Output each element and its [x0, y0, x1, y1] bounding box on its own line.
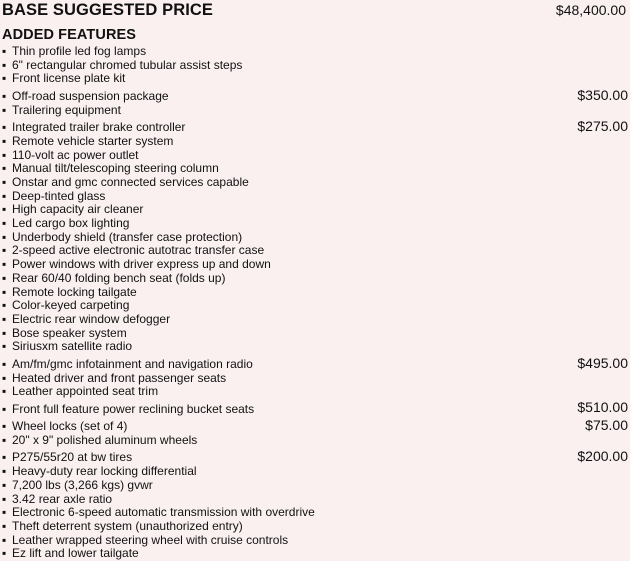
feature-name	[2, 244, 264, 258]
feature-name	[2, 59, 242, 73]
feature-price: $200.00	[577, 448, 628, 465]
feature-name	[2, 313, 170, 327]
bullet-icon: ▪	[2, 505, 7, 520]
feature-name	[2, 534, 288, 548]
feature-item	[2, 372, 630, 386]
feature-label: Off-road suspension package	[12, 88, 169, 103]
feature-name	[2, 135, 173, 149]
bullet-icon: ▪	[2, 174, 7, 189]
feature-item	[2, 272, 630, 286]
feature-item	[2, 244, 630, 258]
feature-label: Heavy-duty rear locking differential	[12, 464, 197, 479]
base-price-label: BASE SUGGESTED PRICE	[2, 0, 214, 19]
bullet-icon: ▪	[2, 102, 7, 117]
feature-label: Color-keyed carpeting	[12, 298, 130, 313]
feature-item	[2, 162, 630, 176]
feature-label: Thin profile led fog lamps	[12, 44, 147, 58]
bullet-icon: ▪	[2, 71, 7, 86]
added-features-list	[2, 45, 630, 561]
bullet-icon: ▪	[2, 88, 7, 103]
feature-label: Remote vehicle starter system	[12, 133, 174, 148]
feature-item	[2, 135, 630, 149]
feature-item	[2, 190, 630, 204]
bullet-icon: ▪	[2, 243, 7, 258]
feature-name	[2, 203, 143, 217]
feature-item	[2, 434, 630, 448]
feature-label: Underbody shield (transfer case protection)	[12, 229, 243, 244]
feature-label: Power windows with driver express up and down	[12, 257, 271, 272]
feature-item	[2, 286, 630, 300]
feature-name	[2, 72, 125, 86]
feature-name	[2, 434, 197, 448]
feature-item	[2, 45, 630, 59]
feature-label: Electronic 6-speed automatic transmission with overdrive	[12, 505, 315, 520]
bullet-icon: ▪	[2, 401, 7, 416]
feature-label: Led cargo box lighting	[12, 216, 130, 231]
feature-item	[2, 59, 630, 73]
bullet-icon: ▪	[2, 477, 7, 492]
feature-item	[2, 231, 630, 245]
bullet-icon: ▪	[2, 161, 7, 176]
feature-price: $510.00	[577, 399, 628, 416]
bullet-icon: ▪	[2, 370, 7, 385]
feature-item	[2, 86, 630, 104]
bullet-icon: ▪	[2, 356, 7, 371]
feature-name	[2, 90, 169, 104]
bullet-icon: ▪	[2, 432, 7, 447]
feature-item	[2, 217, 630, 231]
feature-label: Front full feature power reclining bucket seats	[12, 401, 255, 416]
feature-label: Siriusxm satellite radio	[12, 339, 133, 354]
feature-name	[2, 493, 112, 507]
bullet-icon: ▪	[2, 284, 7, 299]
feature-label: Leather appointed seat trim	[12, 384, 159, 399]
feature-name	[2, 104, 121, 118]
feature-name	[2, 403, 254, 417]
bullet-icon: ▪	[2, 270, 7, 285]
feature-name	[2, 327, 127, 341]
added-features-title: ADDED FEATURES	[2, 27, 137, 43]
feature-item	[2, 493, 630, 507]
feature-label: Manual tilt/telescoping steering column	[12, 161, 219, 176]
feature-name	[2, 506, 315, 520]
feature-item	[2, 327, 630, 341]
feature-item	[2, 479, 630, 493]
feature-label: 3.42 rear axle ratio	[12, 491, 113, 506]
feature-label: 110-volt ac power outlet	[12, 147, 139, 162]
feature-label: Leather wrapped steering wheel with cruise controls	[12, 532, 289, 547]
feature-item	[2, 547, 630, 561]
feature-price: $275.00	[577, 117, 628, 134]
feature-label: 20" x 9" polished aluminum wheels	[12, 432, 198, 447]
feature-price: $75.00	[585, 416, 628, 433]
feature-item	[2, 354, 630, 372]
feature-item	[2, 203, 630, 217]
feature-item	[2, 176, 630, 190]
feature-name	[2, 231, 242, 245]
feature-name	[2, 272, 225, 286]
feature-name	[2, 176, 249, 190]
feature-label: Onstar and gmc connected services capable	[12, 174, 249, 189]
feature-item	[2, 72, 630, 86]
feature-name	[2, 190, 105, 204]
feature-item	[2, 385, 630, 399]
feature-label: Trailering equipment	[12, 102, 121, 117]
feature-item	[2, 117, 630, 135]
bullet-icon: ▪	[2, 216, 7, 231]
feature-name	[2, 45, 146, 59]
feature-label: Deep-tinted glass	[12, 188, 106, 203]
feature-name	[2, 547, 139, 561]
feature-name	[2, 520, 243, 534]
feature-label: Bose speaker system	[12, 325, 127, 340]
bullet-icon: ▪	[2, 384, 7, 399]
feature-item	[2, 258, 630, 272]
feature-price: $495.00	[577, 354, 628, 371]
bullet-icon: ▪	[2, 311, 7, 326]
feature-label: 2-speed active electronic autotrac transfer case	[12, 243, 265, 258]
feature-label: Front license plate kit	[12, 71, 126, 86]
bullet-icon: ▪	[2, 532, 7, 547]
feature-item	[2, 399, 630, 417]
feature-label: Wheel locks (set of 4)	[12, 419, 128, 434]
feature-name	[2, 385, 158, 399]
feature-label: Remote locking tailgate	[12, 284, 137, 299]
bullet-icon: ▪	[2, 188, 7, 203]
feature-label: Heated driver and front passenger seats	[12, 370, 227, 385]
feature-label: Theft deterrent system (unauthorized entry)	[12, 518, 243, 533]
feature-item	[2, 416, 630, 434]
feature-name	[2, 299, 129, 313]
bullet-icon: ▪	[2, 450, 7, 465]
feature-item	[2, 149, 630, 163]
feature-price: $350.00	[577, 86, 628, 103]
feature-label: P275/55r20 at bw tires	[12, 450, 133, 465]
feature-label: High capacity air cleaner	[12, 202, 144, 217]
bullet-icon: ▪	[2, 419, 7, 434]
bullet-icon: ▪	[2, 57, 7, 72]
base-price-value: $48,400.00	[555, 2, 626, 18]
bullet-icon: ▪	[2, 44, 7, 58]
feature-name	[2, 286, 137, 300]
feature-name	[2, 451, 132, 465]
feature-item	[2, 340, 630, 354]
feature-name	[2, 217, 129, 231]
feature-label: 6" rectangular chromed tubular assist steps	[12, 57, 243, 72]
bullet-icon: ▪	[2, 491, 7, 506]
bullet-icon: ▪	[2, 325, 7, 340]
feature-name	[2, 372, 226, 386]
feature-label: Rear 60/40 folding bench seat (folds up)	[12, 270, 226, 285]
feature-item	[2, 313, 630, 327]
feature-item	[2, 299, 630, 313]
feature-item	[2, 520, 630, 534]
bullet-icon: ▪	[2, 546, 7, 561]
bullet-icon: ▪	[2, 229, 7, 244]
feature-name	[2, 420, 127, 434]
base-price-row	[2, 0, 628, 20]
feature-name	[2, 258, 271, 272]
feature-name	[2, 479, 153, 493]
feature-item	[2, 104, 630, 118]
feature-label: Ez lift and lower tailgate	[12, 546, 139, 561]
feature-name	[2, 149, 139, 163]
feature-item	[2, 534, 630, 548]
feature-item	[2, 465, 630, 479]
bullet-icon: ▪	[2, 202, 7, 217]
bullet-icon: ▪	[2, 147, 7, 162]
bullet-icon: ▪	[2, 120, 7, 135]
feature-name	[2, 121, 185, 135]
feature-name	[2, 358, 253, 372]
bullet-icon: ▪	[2, 464, 7, 479]
feature-label: Am/fm/gmc infotainment and navigation radio	[12, 356, 253, 371]
feature-item	[2, 506, 630, 520]
bullet-icon: ▪	[2, 133, 7, 148]
feature-label: Electric rear window defogger	[12, 311, 171, 326]
feature-item	[2, 448, 630, 466]
feature-name	[2, 162, 219, 176]
bullet-icon: ▪	[2, 518, 7, 533]
bullet-icon: ▪	[2, 298, 7, 313]
feature-label: 7,200 lbs (3,266 kgs) gvwr	[12, 477, 153, 492]
feature-name	[2, 465, 197, 479]
bullet-icon: ▪	[2, 339, 7, 354]
bullet-icon: ▪	[2, 257, 7, 272]
feature-name	[2, 340, 132, 354]
feature-label: Integrated trailer brake controller	[12, 120, 186, 135]
